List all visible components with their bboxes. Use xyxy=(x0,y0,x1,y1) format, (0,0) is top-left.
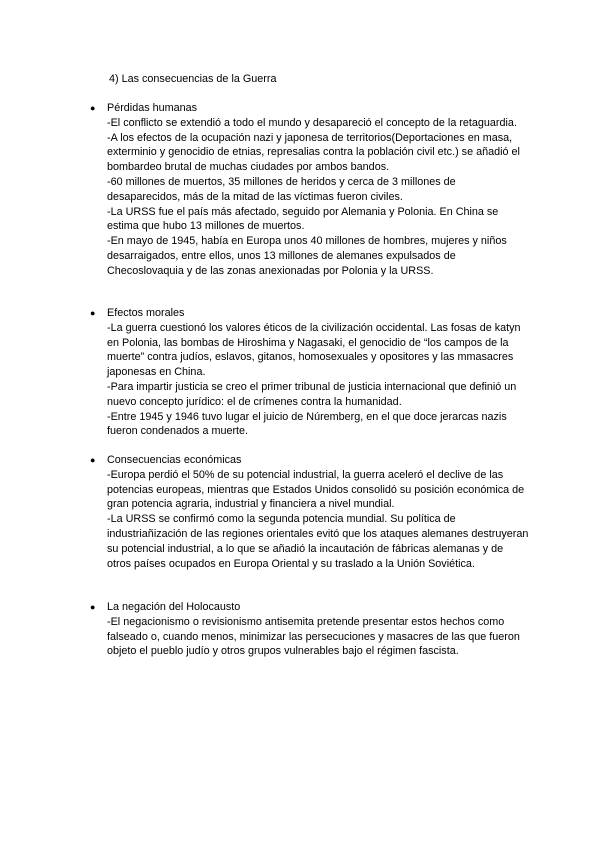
section-paragraph: -La URSS fue el país más afectado, seguido por Alemania y Polonia. En China se estima que hubo 13 millones de muertos. xyxy=(107,205,499,233)
section-paragraph: -La URSS se confirmó como la segunda potencia mundial. Su política de industriañización de las regiones orientales evitó que los ataques alemanes destruyeran su potencial industrial, a lo que se añadió la incautación de fábricas alemanas y de otros países ocupados en Europa Oriental y su traslado a la Unión Soviética. xyxy=(107,513,529,570)
section-body xyxy=(107,101,530,279)
section-paragraph: -Para impartir justicia se creo el primer tribunal de justicia internacional que definió un nuevo concepto jurídico: el de crímenes contra la humanidad. xyxy=(107,380,517,408)
section-paragraph: -El negacionismo o revisionismo antisemita pretende presentar estos hechos como falseado o, cuando menos, minimizar las persecuciones y masacres de las que fueron objeto el pueblo judío y otros grupos vulnerables bajo el régimen fascista. xyxy=(107,615,520,658)
section-heading: Consecuencias económicas xyxy=(107,454,242,466)
section-paragraph: -La guerra cuestionó los valores éticos de la civilización occidental. Las fosas de katyn en Polonia, las bombas de Hiroshima y Nagasaki, el genocidio de “los campos de la muerte” contra judíos, eslavos, gitanos, homosexuales y opositores y las mmasacres japonesas en China. xyxy=(107,321,521,379)
bullet-icon: ● xyxy=(90,602,96,612)
section-paragraph: -A los efectos de la ocupación nazi y japonesa de territorios(Deportaciones en masa, exterminio y genocidio de etnias, represalias contra la población civil etc.) se añadió el bombardeo brutal de muchas ciudades por ambos bandos. xyxy=(107,131,520,174)
section-body xyxy=(107,600,530,659)
section-heading: La negación del Holocausto xyxy=(107,601,241,613)
section-paragraph: -El conflicto se extendió a todo el mundo y desapareció el concepto de la retaguardia. xyxy=(107,116,517,129)
page-title: 4) Las consecuencias de la Guerra xyxy=(109,73,277,85)
section-paragraph: -Entre 1945 y 1946 tuvo lugar el juicio de Núremberg, en el que doce jerarcas nazis fueron condenados a muerte. xyxy=(107,410,507,438)
section-paragraph: -Europa perdió el 50% de su potencial industrial, la guerra aceleró el declive de las potencias europeas, mientras que Estados Unidos consolidó su posición económica de gran potencia agraria, industrial y financiera a nivel mundial. xyxy=(107,468,525,511)
section-body xyxy=(107,306,530,439)
bullet-icon: ● xyxy=(90,455,96,465)
section-body xyxy=(107,453,530,571)
section-paragraph: -En mayo de 1945, había en Europa unos 40 millones de hombres, mujeres y niños desarraigados, entre ellos, unos 13 millones de alemanes expulsados de Checoslovaquia y de las zonas anexionadas por Polonia y la URSS. xyxy=(107,235,507,277)
bullet-icon: ● xyxy=(90,103,96,113)
bullet-icon: ● xyxy=(90,308,96,318)
section-heading: Efectos morales xyxy=(107,307,185,319)
section-paragraph: -60 millones de muertos, 35 millones de heridos y cerca de 3 millones de desaparecidos, más de la mitad de las víctimas fueron civiles. xyxy=(107,175,456,203)
section-heading: Pérdidas humanas xyxy=(107,102,198,114)
